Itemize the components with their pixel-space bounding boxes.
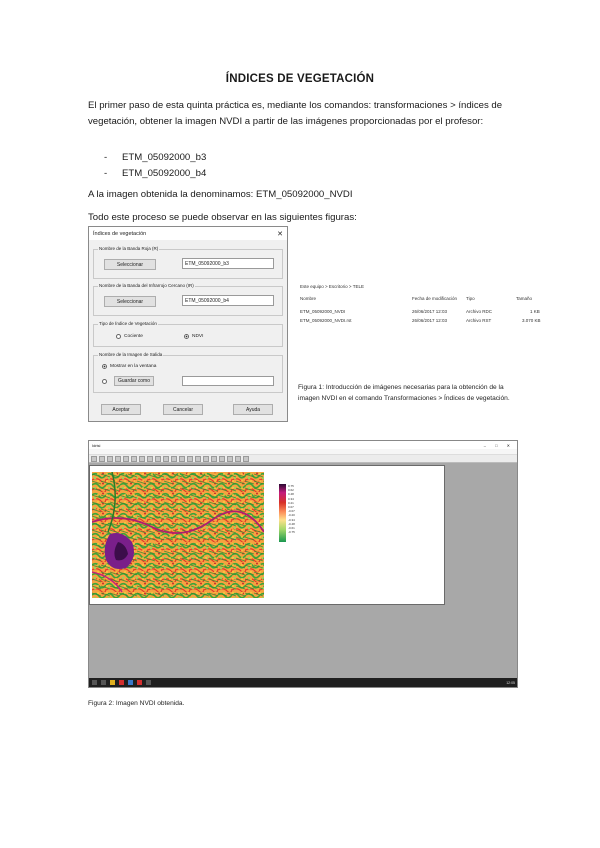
red-band-group bbox=[93, 246, 283, 279]
window-controls-icon[interactable]: – □ ✕ bbox=[483, 442, 514, 448]
breadcrumb-text: Este equipo > Escritorio > TELE bbox=[300, 283, 364, 289]
tool-icon[interactable] bbox=[195, 456, 201, 462]
tool-icon[interactable] bbox=[91, 456, 97, 462]
file-date: 26/06/2017 12:03 bbox=[412, 308, 448, 314]
file-type: Archivo RST bbox=[466, 317, 492, 323]
select-red-button[interactable]: Seleccionar bbox=[104, 259, 156, 270]
taskbar-clock: 12:05 bbox=[506, 680, 515, 685]
pdf-icon[interactable] bbox=[119, 680, 124, 685]
radio-icon bbox=[116, 334, 121, 339]
tool-icon[interactable] bbox=[203, 456, 209, 462]
tool-icon[interactable] bbox=[187, 456, 193, 462]
legend-label: -0.48 bbox=[288, 521, 295, 526]
ndvi-image-window bbox=[89, 465, 445, 605]
folder-icon[interactable] bbox=[110, 680, 115, 685]
tool-icon[interactable] bbox=[139, 456, 145, 462]
col-name[interactable]: Nombre bbox=[300, 295, 317, 301]
tool-icon[interactable] bbox=[243, 456, 249, 462]
tool-icon[interactable] bbox=[99, 456, 105, 462]
legend-label: -0.07 bbox=[288, 509, 295, 514]
radio-icon bbox=[102, 364, 107, 369]
process-line: Todo este proceso se puede observar en las siguientes figuras: bbox=[88, 212, 357, 223]
close-icon[interactable]: ✕ bbox=[277, 230, 283, 238]
col-type[interactable]: Tipo bbox=[466, 295, 475, 301]
table-row[interactable] bbox=[300, 316, 548, 324]
breadcrumb bbox=[300, 282, 548, 290]
nir-band-group bbox=[93, 283, 283, 316]
tool-icon[interactable] bbox=[227, 456, 233, 462]
file-date: 26/06/2017 12:03 bbox=[412, 317, 448, 323]
app-titlebar bbox=[89, 441, 517, 449]
group-label: Nombre de la Banda del Infrarrojo Cercano (IR) bbox=[99, 283, 194, 288]
list-item: - ETM_05092000_b3 bbox=[104, 150, 206, 166]
file-name: ETM_05092000_NVDI.rst bbox=[300, 317, 352, 323]
figure-2-caption: Figura 2: Imagen NVDI obtenida. bbox=[88, 700, 185, 707]
legend-label: 0.48 bbox=[288, 492, 294, 497]
dialog-titlebar bbox=[89, 227, 287, 240]
start-icon[interactable] bbox=[92, 680, 97, 685]
output-group bbox=[93, 352, 283, 393]
save-as-button[interactable]: Guardar como bbox=[114, 376, 154, 386]
file-size: 1 KB bbox=[530, 308, 540, 314]
intro-paragraph: El primer paso de esta quinta práctica es, mediante los comandos: transformaciones > índices de vegetación, obtener la imagen NVDI a partir de las imágenes proporcionadas por el profesor: bbox=[88, 100, 503, 127]
legend-label: -0.34 bbox=[288, 517, 295, 522]
cancel-button[interactable]: Cancelar bbox=[163, 404, 203, 415]
help-button[interactable]: Ayuda bbox=[233, 404, 273, 415]
radio-label: Cociente bbox=[124, 334, 143, 339]
taskbar bbox=[89, 678, 518, 687]
legend-color-bar bbox=[279, 484, 286, 542]
tool-icon[interactable] bbox=[123, 456, 129, 462]
tool-icon[interactable] bbox=[155, 456, 161, 462]
ndvi-image bbox=[92, 472, 264, 598]
legend-label: 0.21 bbox=[288, 500, 294, 505]
file-name: ETM_05092000_NVDI bbox=[300, 308, 346, 314]
tool-icon[interactable] bbox=[147, 456, 153, 462]
group-label: Nombre de la Banda Roja (R) bbox=[99, 246, 159, 251]
gis-app-window bbox=[88, 440, 518, 688]
cociente-radio[interactable] bbox=[116, 334, 143, 339]
tool-icon[interactable] bbox=[235, 456, 241, 462]
radio-icon bbox=[184, 334, 189, 339]
tool-icon[interactable] bbox=[171, 456, 177, 462]
taskbar-icon[interactable] bbox=[137, 680, 142, 685]
toolbar bbox=[89, 455, 517, 463]
group-label: Tipo de Índice de Vegetación bbox=[99, 321, 157, 326]
ndvi-radio[interactable] bbox=[184, 334, 203, 339]
legend-label: 0.07 bbox=[288, 505, 294, 510]
file-type: Archivo RDC bbox=[466, 308, 493, 314]
taskbar-icon[interactable] bbox=[101, 680, 106, 685]
file-explorer bbox=[300, 282, 548, 330]
tool-icon[interactable] bbox=[107, 456, 113, 462]
vegetation-index-dialog bbox=[88, 226, 288, 422]
legend-label: -0.20 bbox=[288, 513, 295, 518]
tool-icon[interactable] bbox=[179, 456, 185, 462]
column-header-row bbox=[300, 294, 548, 302]
index-type-group bbox=[93, 321, 283, 347]
legend-label: 0.62 bbox=[288, 488, 294, 493]
figure-1-caption: Figura 1: Introducción de imágenes necesarias para la obtención de la imagen NVDI en el comando Transformaciones > Índices de vegetación. bbox=[298, 384, 510, 402]
legend-label: 0.34 bbox=[288, 496, 294, 501]
table-row[interactable] bbox=[300, 307, 548, 315]
tool-icon[interactable] bbox=[131, 456, 137, 462]
taskbar-icon[interactable] bbox=[146, 680, 151, 685]
col-date[interactable]: Fecha de modificación bbox=[412, 295, 458, 301]
radio-label: NDVI bbox=[192, 334, 204, 339]
page-title: ÍNDICES DE VEGETACIÓN bbox=[225, 73, 375, 85]
legend-labels bbox=[288, 484, 295, 534]
word-icon[interactable] bbox=[128, 680, 133, 685]
radio-label: Mostrar en la ventana bbox=[110, 364, 157, 369]
app-title: Idrisi bbox=[92, 442, 101, 448]
legend-label: -0.75 bbox=[288, 530, 295, 535]
radio-icon bbox=[102, 379, 107, 384]
tool-icon[interactable] bbox=[163, 456, 169, 462]
legend-label: -0.61 bbox=[288, 526, 295, 531]
red-band-field[interactable]: ETM_05092000_b3 bbox=[182, 258, 274, 269]
output-name-field[interactable] bbox=[182, 376, 274, 386]
save-as-radio[interactable] bbox=[102, 379, 107, 384]
group-label: Nombre de la Imagen de Salida bbox=[99, 352, 163, 357]
show-window-radio[interactable] bbox=[102, 364, 156, 369]
dialog-title: Índices de vegetación bbox=[93, 230, 147, 237]
file-size: 3.070 KB bbox=[522, 317, 541, 323]
tool-icon[interactable] bbox=[219, 456, 225, 462]
tool-icon[interactable] bbox=[211, 456, 217, 462]
tool-icon[interactable] bbox=[115, 456, 121, 462]
list-item: - ETM_05092000_b4 bbox=[104, 166, 206, 182]
accept-button[interactable]: Aceptar bbox=[101, 404, 141, 415]
select-nir-button[interactable]: Seleccionar bbox=[104, 296, 156, 307]
col-size[interactable]: Tamaño bbox=[516, 295, 533, 301]
legend-label: 0.75 bbox=[288, 484, 294, 488]
band-list bbox=[104, 150, 206, 182]
named-image-line: A la imagen obtenida la denominamos: ETM_05092000_NVDI bbox=[88, 189, 353, 200]
nir-band-field[interactable]: ETM_05092000_b4 bbox=[182, 295, 274, 306]
